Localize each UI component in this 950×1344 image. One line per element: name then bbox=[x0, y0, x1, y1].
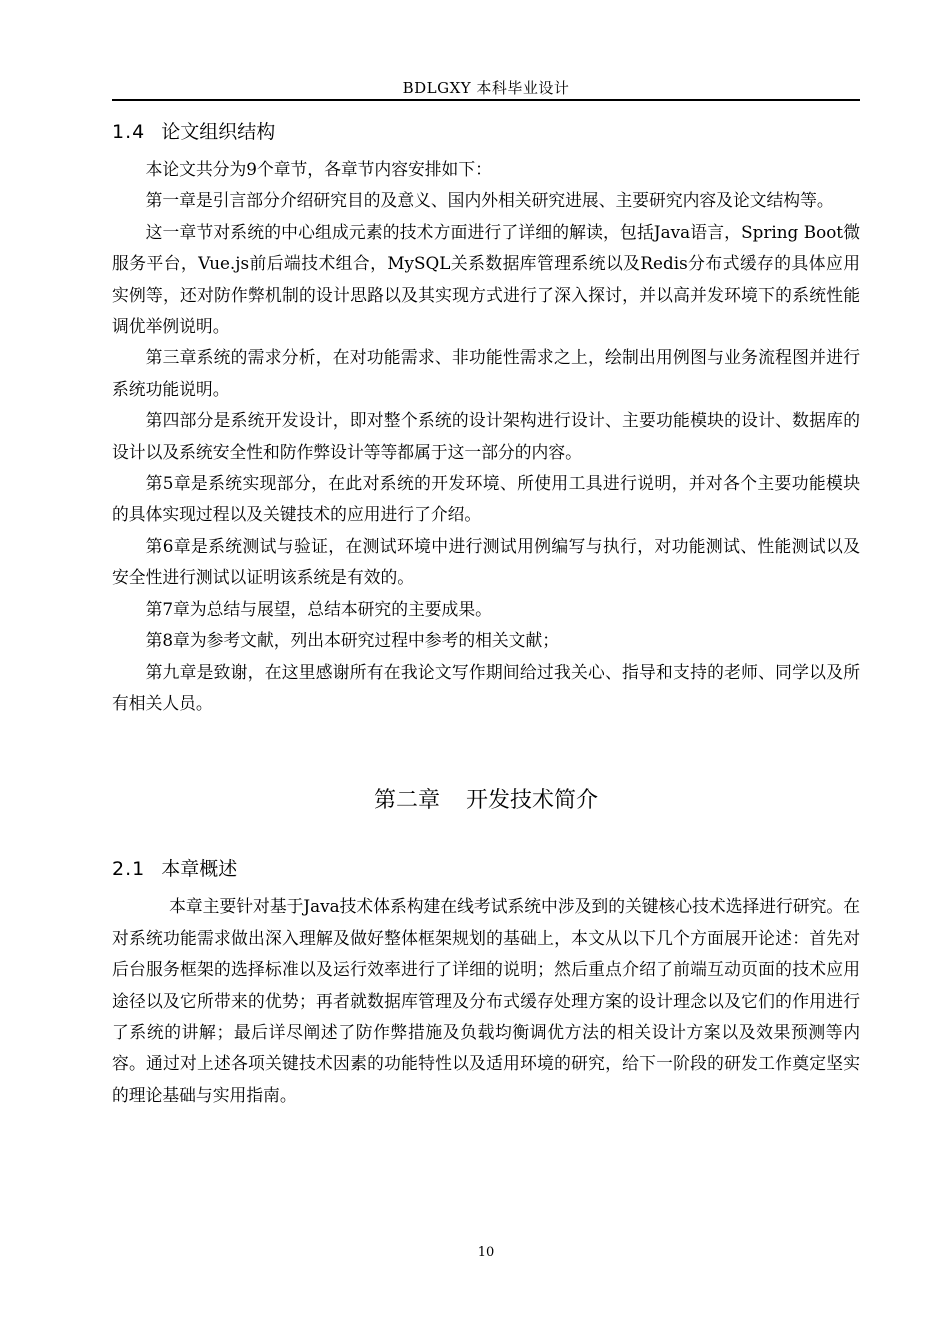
paragraph: 这一章节对系统的中心组成元素的技术方面进行了详细的解读，包括Java语言，Spring Boot微服务平台，Vue.js前后端技术组合，MySQL关系数据库管理系统以及Redis分布式缓存的具体应用实例等，还对防作弊机制的设计思路以及其实现方式进行了深入探讨，并以高并发环境下的系统性能调优举例说明。 bbox=[112, 221, 860, 337]
paragraph: 第8章为参考文献，列出本研究过程中参考的相关文献； bbox=[145, 630, 560, 651]
section-heading-2-1 bbox=[112, 849, 860, 891]
section-heading-1-4 bbox=[112, 112, 860, 154]
paragraph: 第6章是系统测试与验证，在测试环境中进行测试用例编写与执行，对功能测试、性能测试以及安全性进行测试以证明该系统是有效的。 bbox=[112, 535, 860, 588]
section-number: 2.1 bbox=[112, 858, 146, 881]
paragraph: 第四部分是系统开发设计，即对整个系统的设计架构进行设计、主要功能模块的设计、数据库的设计以及系统安全性和防作弊设计等等都属于这一部分的内容。 bbox=[112, 410, 860, 462]
section-title: 本章概述 bbox=[161, 858, 238, 881]
page-content bbox=[112, 112, 860, 1111]
paragraph: 第一章是引言部分介绍研究目的及意义、国内外相关研究进展、主要研究内容及论文结构等。 bbox=[145, 190, 834, 211]
chapter-label: 第二章 bbox=[373, 788, 440, 814]
section-title: 论文组织结构 bbox=[161, 121, 276, 143]
section-number: 1.4 bbox=[112, 121, 146, 143]
paragraph: 第九章是致谢，在这里感谢所有在我论文写作期间给过我关心、指导和支持的老师、同学以及所有相关人员。 bbox=[112, 661, 860, 713]
chapter-title bbox=[112, 781, 860, 821]
paragraph: 第三章系统的需求分析，在对功能需求、非功能性需求之上，绘制出用例图与业务流程图并进行系统功能说明。 bbox=[112, 347, 860, 399]
header-rule bbox=[112, 99, 860, 101]
spacer bbox=[112, 719, 860, 781]
page-number: 10 bbox=[477, 1245, 495, 1260]
paragraph: 本章主要针对基于Java技术体系构建在线考试系统中涉及到的关键核心技术选择进行研究。在对系统功能需求做出深入理解及做好整体框架规划的基础上，本文从以下几个方面展开论述：首先对后台服务框架的选择标准以及运行效率进行了详细的说明；然后重点介绍了前端互动页面的技术应用途径以及它所带来的优势；再者就数据库管理及分布式缓存处理方案的设计理念以及它们的作用进行了系统的讲解；最后详尽阐述了防作弊措施及负载均衡调优方法的相关设计方案以及效果预测等内容。通过对上述各项关键技术因素的功能特性以及适用环境的研究，给下一阶段的研发工作奠定坚实的理论基础与实用指南。 bbox=[112, 896, 860, 1105]
paragraph: 第7章为总结与展望，总结本研究的主要成果。 bbox=[145, 598, 492, 619]
paragraph: 本论文共分为9个章节，各章节内容安排如下： bbox=[145, 159, 492, 179]
spacer bbox=[112, 821, 860, 849]
chapter-name: 开发技术简介 bbox=[466, 788, 599, 814]
paragraph: 第5章是系统实现部分，在此对系统的开发环境、所使用工具进行说明，并对各个主要功能模块的具体实现过程以及关键技术的应用进行了介绍。 bbox=[112, 473, 860, 525]
running-header: BDLGXY 本科毕业设计 bbox=[402, 79, 570, 97]
